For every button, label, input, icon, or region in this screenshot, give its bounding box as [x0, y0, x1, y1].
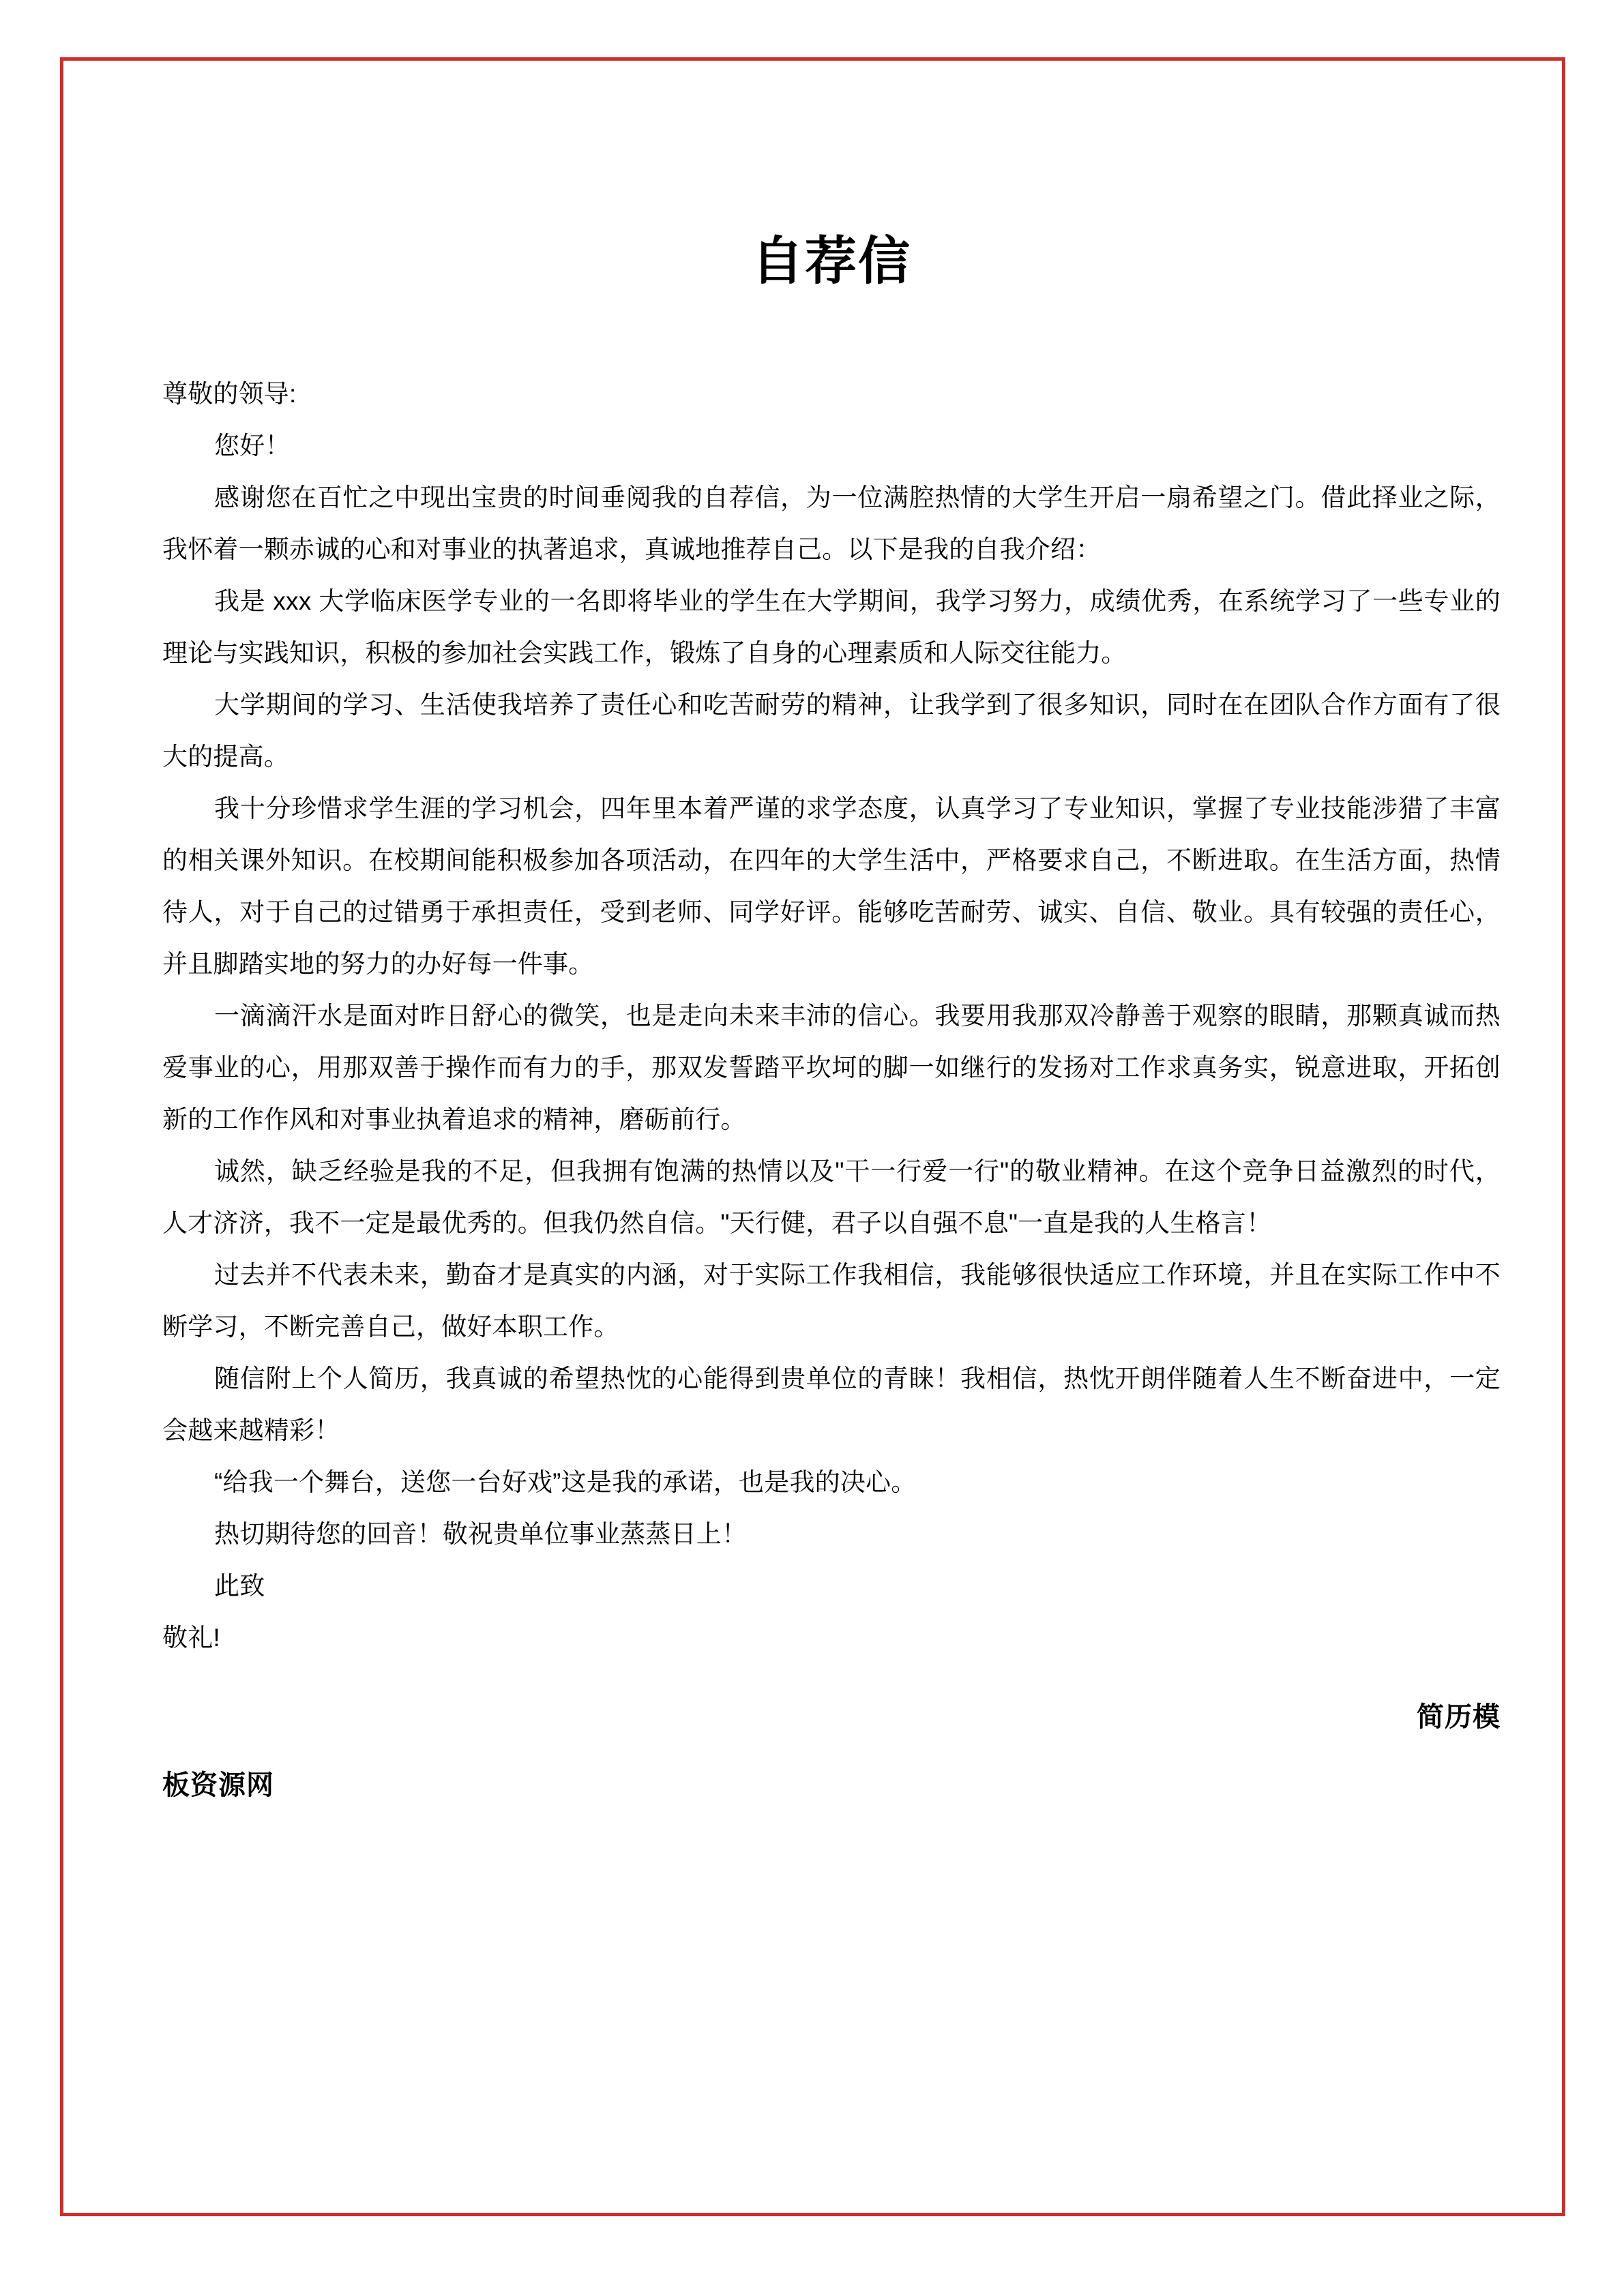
- closing-cizhi: 此致: [214, 1572, 265, 1600]
- paragraph-6: 诚然，缺乏经验是我的不足，但我拥有饱满的热情以及"干一行爱一行"的敬业精神。在这个竞争日益激烈的时代，人才济济，我不一定是最优秀的。但我仍然自信。"天行健，君子以自强不息"一直是我的人生格言！: [162, 1157, 1501, 1237]
- letter-body: [162, 368, 1501, 1664]
- closing-jingli: 敬礼!: [162, 1624, 220, 1652]
- paragraph-7: 过去并不代表未来，勤奋才是真实的内涵，对于实际工作我相信，我能够很快适应工作环境，并且在实际工作中不断学习，不断完善自己，做好本职工作。: [162, 1261, 1501, 1341]
- greeting: 您好！: [214, 432, 291, 460]
- paragraph-4: 我十分珍惜求学生涯的学习机会，四年里本着严谨的求学态度，认真学习了专业知识，掌握了专业技能涉猎了丰富的相关课外知识。在校期间能积极参加各项活动，在四年的大学生活中，严格要求自己，不断进取。在生活方面，热情待人，对于自己的过错勇于承担责任，受到老师、同学好评。能够吃苦耐劳、诚实、自信、敬业。具有较强的责任心，并且脚踏实地的努力的办好每一件事。: [162, 794, 1501, 978]
- watermark-right: 简历模: [1417, 1702, 1501, 1732]
- salutation: 尊敬的领导:: [162, 380, 297, 408]
- paragraph-1: 感谢您在百忙之中现出宝贵的时间垂阅我的自荐信，为一位满腔热情的大学生开启一扇希望之门。借此择业之际，我怀着一颗赤诚的心和对事业的执著追求，真诚地推荐自己。以下是我的自我介绍：: [162, 483, 1501, 563]
- paragraph-2: 我是 xxx 大学临床医学专业的一名即将毕业的学生在大学期间，我学习努力，成绩优秀，在系统学习了一些专业的理论与实践知识，积极的参加社会实践工作，锻炼了自身的心理素质和人际交往能力。: [162, 587, 1501, 667]
- paragraph-3: 大学期间的学习、生活使我培养了责任心和吃苦耐劳的精神，让我学到了很多知识，同时在在团队合作方面有了很大的提高。: [162, 691, 1501, 771]
- page-title: 自荐信: [752, 233, 911, 290]
- paragraph-9-quote: “给我一个舞台，送您一台好戏”这是我的承诺，也是我的决心。: [214, 1468, 917, 1496]
- watermark-left: 板资源网: [162, 1770, 274, 1800]
- document-content: [162, 57, 1501, 1811]
- paragraph-10: 热切期待您的回音！敬祝贵单位事业蒸蒸日上！: [214, 1520, 748, 1548]
- paragraph-8: 随信附上个人简历，我真诚的希望热忱的心能得到贵单位的青睐！我相信，热忱开朗伴随着人生不断奋进中，一定会越来越精彩！: [162, 1365, 1501, 1444]
- paragraph-5: 一滴滴汗水是面对昨日舒心的微笑，也是走向未来丰沛的信心。我要用我那双冷静善于观察的眼睛，那颗真诚而热爱事业的心，用那双善于操作而有力的手，那双发誓踏平坎坷的脚一如继行的发扬对工作求真务实，锐意进取，开拓创新的工作作风和对事业执着追求的精神，磨砺前行。: [162, 1002, 1501, 1133]
